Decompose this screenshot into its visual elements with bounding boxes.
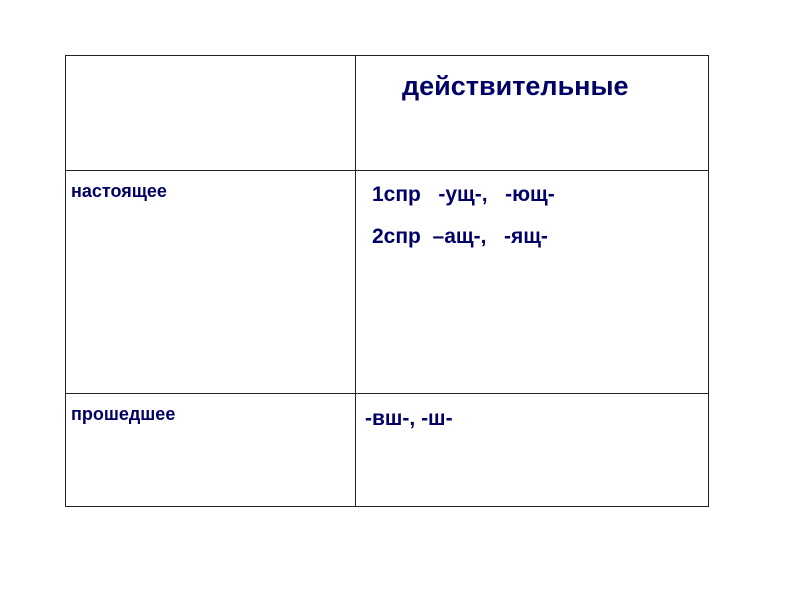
row-divider-header [65, 170, 709, 171]
row-label-present: настоящее [71, 181, 167, 201]
present-suffixes-conj2: 2спр –ащ-, -ящ- [372, 225, 548, 248]
row-label-past: прошедшее [71, 404, 176, 424]
table-border [65, 55, 709, 507]
present-suffixes-conj1: 1спр -ущ-, -ющ- [372, 183, 555, 206]
row-divider-present [65, 393, 709, 394]
header-active-participles: действительные [402, 71, 629, 101]
past-suffixes: -вш-, -ш- [365, 407, 453, 430]
column-divider [355, 55, 356, 507]
